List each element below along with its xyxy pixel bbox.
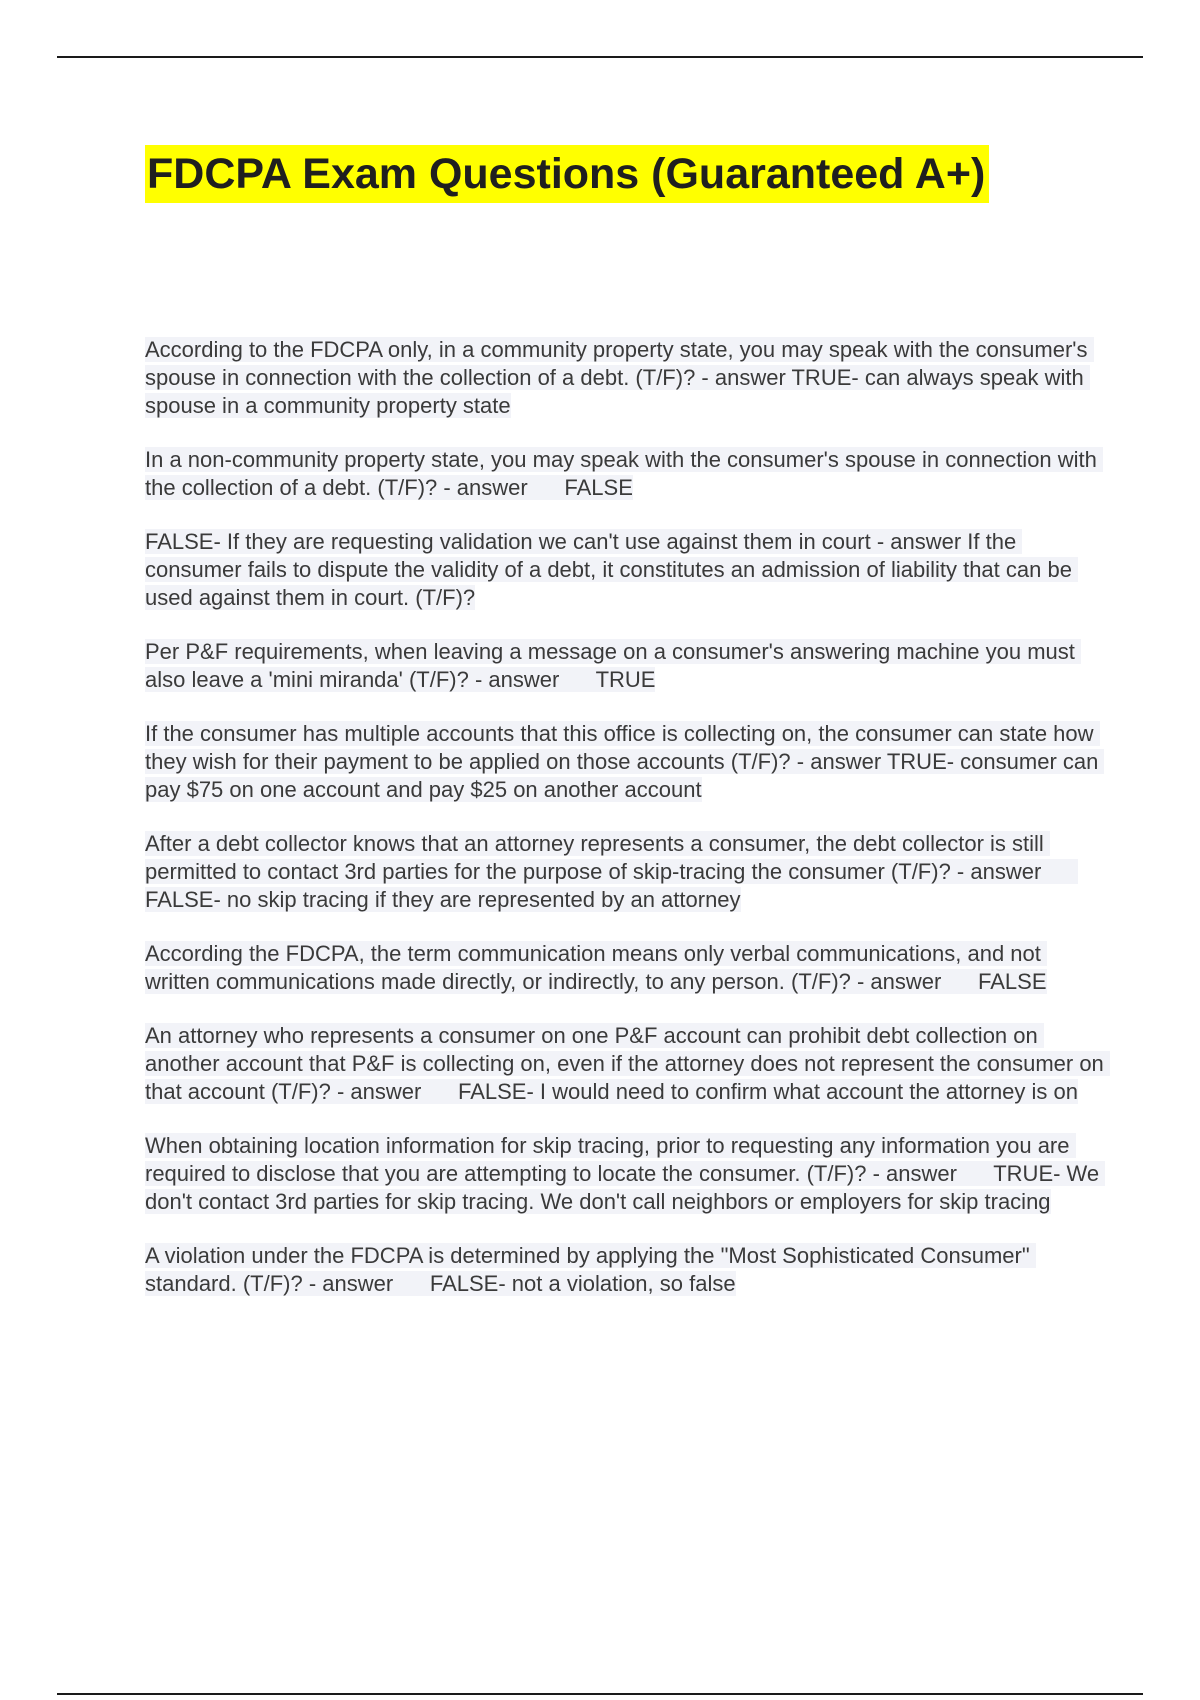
top-rule	[57, 56, 1143, 58]
question-text: According the FDCPA, the term communication means only verbal communications, and not written communications made directly, or indirectly, to any person. (T/F)? - answer FALSE	[145, 941, 1048, 994]
question-item	[145, 528, 1105, 612]
question-text: Per P&F requirements, when leaving a message on a consumer's answering machine you must also leave a 'mini miranda' (T/F)? - answer TRUE	[145, 639, 1082, 692]
document-title: FDCPA Exam Questions (Guaranteed A+)	[145, 145, 989, 203]
question-item	[145, 1022, 1110, 1106]
question-text: According to the FDCPA only, in a community property state, you may speak with the consumer's spouse in connection with the collection of a debt. (T/F)? - answer TRUE- can always speak with spouse in a community property state	[145, 337, 1094, 418]
question-text: When obtaining location information for skip tracing, prior to requesting any information you are required to disclose that you are attempting to locate the consumer. (T/F)? - answer TRUE- We don't contact 3rd parties for skip tracing. We don't call neighbors or employers for skip tracing	[145, 1133, 1106, 1214]
question-list	[145, 336, 1110, 1324]
question-item	[145, 830, 1105, 914]
bottom-rule	[57, 1693, 1143, 1695]
question-item	[145, 720, 1105, 804]
question-item	[145, 1242, 1105, 1298]
question-text: FALSE- If they are requesting validation we can't use against them in court - answer If the consumer fails to dispute the validity of a debt, it constitutes an admission of liability that can be used against them in court. (T/F)?	[145, 529, 1079, 610]
question-item	[145, 1132, 1105, 1216]
question-item	[145, 336, 1105, 420]
question-text: An attorney who represents a consumer on one P&F account can prohibit debt collection on another account that P&F is collecting on, even if the attorney does not represent the consumer on that account (T/F)? - answer FALSE- I would need to confirm what account the attorney is on	[145, 1023, 1110, 1104]
question-text: In a non-community property state, you may speak with the consumer's spouse in connection with the collection of a debt. (T/F)? - answer FALSE	[145, 447, 1104, 500]
question-item	[145, 446, 1105, 502]
question-item	[145, 638, 1105, 694]
question-text: After a debt collector knows that an attorney represents a consumer, the debt collector is still permitted to contact 3rd parties for the purpose of skip-tracing the consumer (T/F)? - answer FALSE- no skip tracing if they are represented by an attorney	[145, 831, 1078, 912]
question-item	[145, 940, 1105, 996]
question-text: If the consumer has multiple accounts that this office is collecting on, the consumer can state how they wish for their payment to be applied on those accounts (T/F)? - answer TRUE- consumer can pay $75 on one account and pay $25 on another account	[145, 721, 1105, 802]
question-text: A violation under the FDCPA is determined by applying the "Most Sophisticated Consumer" standard. (T/F)? - answer FALSE- not a violation, so false	[145, 1243, 1036, 1296]
